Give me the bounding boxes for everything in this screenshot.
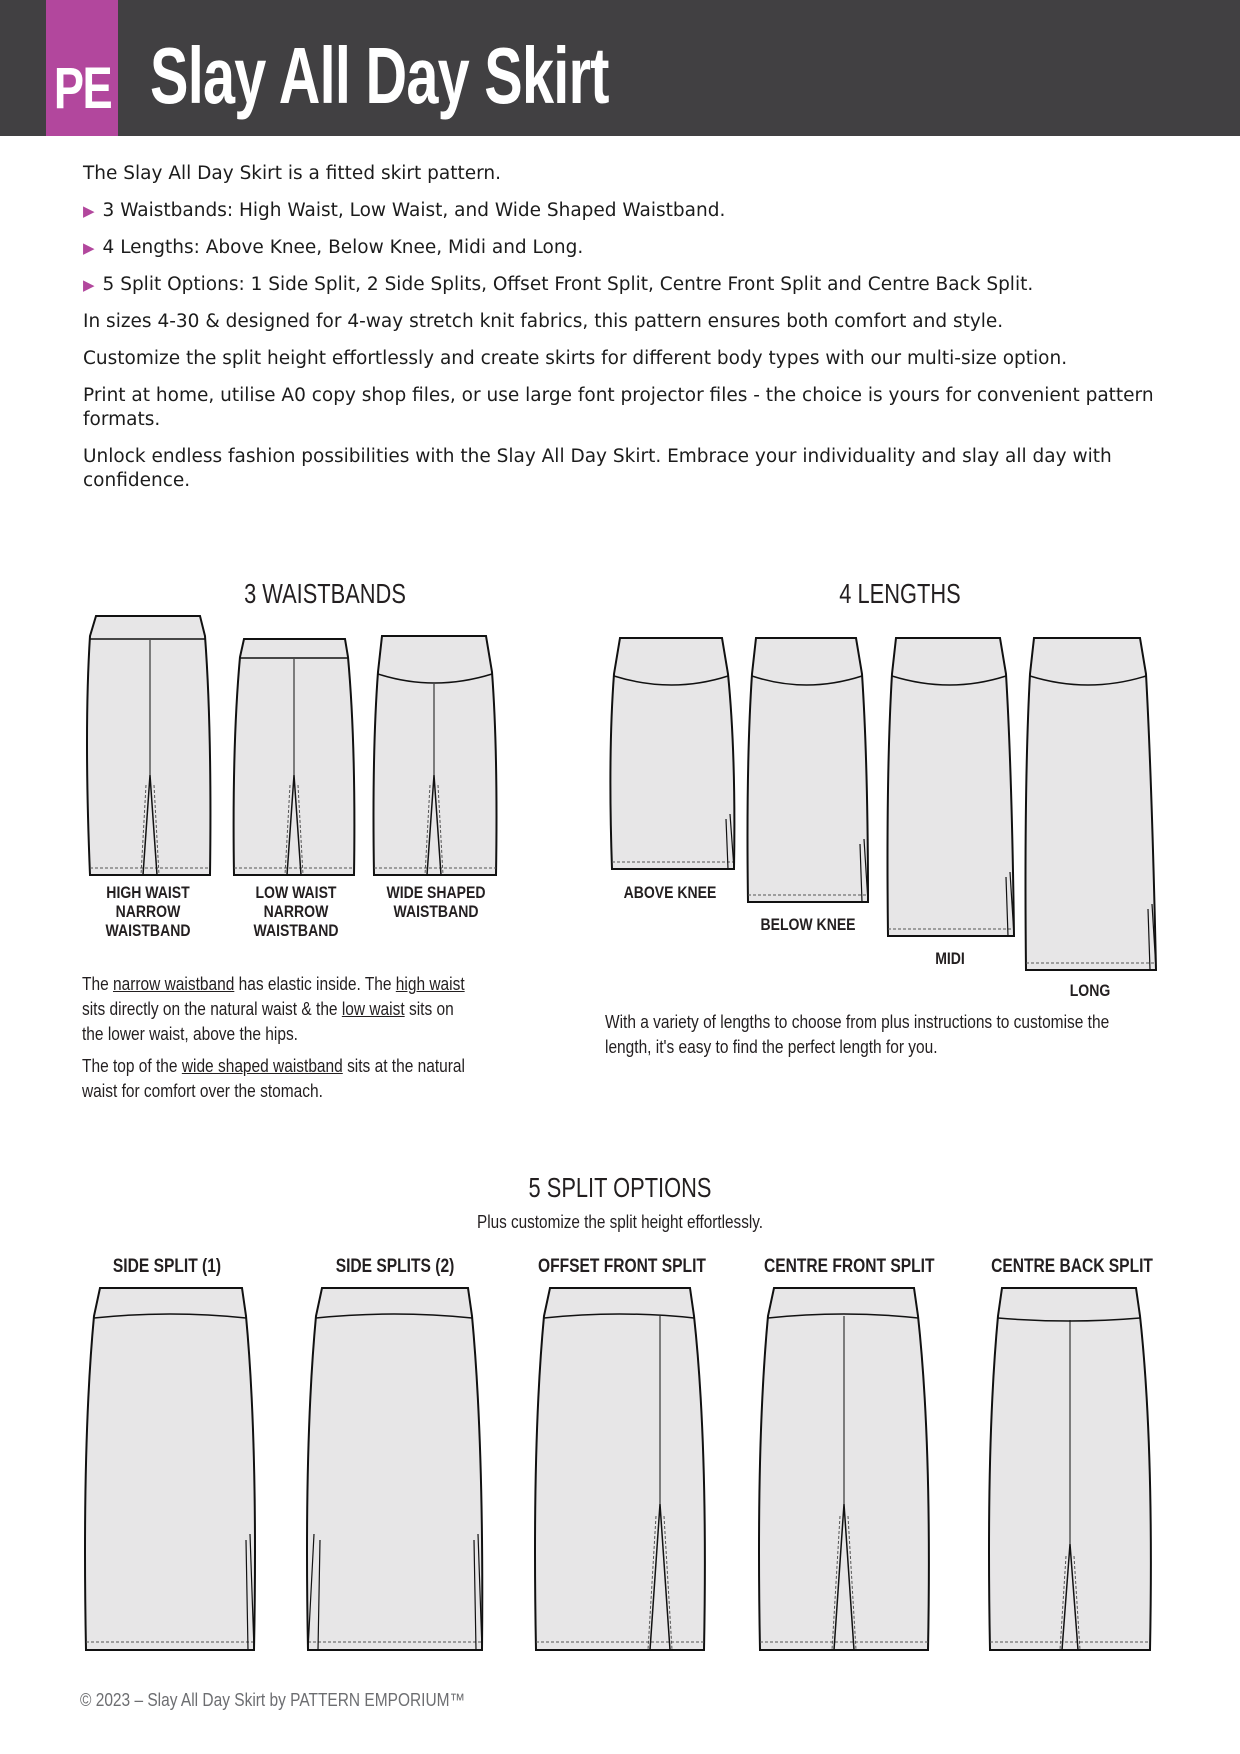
feature-item: ▶ 5 Split Options: 1 Side Split, 2 Side Splits, Offset Front Split, Centre Front Split and Centre Back Split. [83,274,1034,295]
lengths-note: With a variety of lengths to choose from plus instructions to customise the length, it's easy to find the perfect length for you. [605,1012,1110,1057]
intro-paragraph: Print at home, utilise A0 copy shop files, or use large font projector files - the choice is yours for convenient pattern formats. [83,385,1154,430]
feature-item: ▶ 4 Lengths: Above Knee, Below Knee, Midi and Long. [83,237,584,258]
label-high-waist: HIGH WAIST NARROW WAISTBAND [105,884,191,940]
wide-shaped-waistband-term: wide shaped waistband [181,1056,343,1076]
label-centre-back-split: CENTRE BACK SPLIT [991,1256,1153,1277]
waistbands-note-p2: The top of the wide shaped waistband sits at the natural waist for comfort over the stomach. [82,1056,465,1101]
low-waist-term: low waist [341,999,405,1019]
splits-title: 5 SPLIT OPTIONS [528,1172,712,1203]
page-title: Slay All Day Skirt [150,31,609,120]
intro-text [83,162,1173,506]
intro-paragraph: Customize the split height effortlessly and create skirts for different body types with our multi-size option. [83,348,1068,369]
narrow-waistband-term: narrow waistband [112,974,235,994]
waistbands-note [82,972,469,1111]
intro-paragraph: Unlock endless fashion possibilities with the Slay All Day Skirt. Embrace your individuality and slay all day with confidence. [83,446,1112,491]
label-side-split-1: SIDE SPLIT (1) [112,1256,222,1277]
label-low-waist: LOW WAIST NARROW WAISTBAND [253,884,339,940]
label-midi: MIDI [935,950,965,968]
splits-subtitle: Plus customize the split height effortlessly. [476,1212,764,1232]
skirt-side-split-1-illustration [82,1284,262,1654]
waistbands-title: 3 WAISTBANDS [244,578,406,609]
high-waist-term: high waist [395,974,465,994]
waistbands-note-p1: The narrow waistband has elastic inside. The high waist sits directly on the natural waist & the low waist sits on the lower waist, above the hips. [82,974,465,1044]
intro-lead: The Slay All Day Skirt is a fitted skirt pattern. [83,163,502,184]
skirt-high-waist-illustration [80,610,220,880]
label-wide-shaped: WIDE SHAPED WAISTBAND [386,884,486,921]
label-below-knee: BELOW KNEE [760,916,856,934]
intro-paragraph: In sizes 4-30 & designed for 4-way stretch knit fabrics, this pattern ensures both comfort and style. [83,311,1004,332]
skirt-side-splits-2-illustration [302,1284,492,1654]
skirt-midi-illustration [884,634,1020,940]
label-centre-front-split: CENTRE FRONT SPLIT [764,1256,935,1277]
skirt-wide-waistband-illustration [370,632,500,880]
skirt-offset-front-split-illustration [532,1284,712,1654]
label-long: LONG [1069,982,1111,1000]
skirt-centre-front-split-illustration [756,1284,936,1654]
bullet-triangle-icon: ▶ [83,239,95,257]
skirt-low-waist-illustration [230,635,360,880]
feature-list [83,199,1173,297]
feature-item: ▶ 3 Waistbands: High Waist, Low Waist, and Wide Shaped Waistband. [83,200,726,221]
header-bar [0,0,1240,136]
skirt-long-illustration [1022,634,1162,974]
label-offset-front-split: OFFSET FRONT SPLIT [538,1256,706,1277]
label-above-knee: ABOVE KNEE [623,884,717,902]
brand-logo: PE [46,0,118,136]
lengths-title: 4 LENGTHS [839,578,961,609]
label-side-splits-2: SIDE SPLITS (2) [335,1256,455,1277]
skirt-below-knee-illustration [744,634,874,906]
skirt-centre-back-split-illustration [986,1284,1158,1654]
bullet-triangle-icon: ▶ [83,202,95,220]
bullet-triangle-icon: ▶ [83,276,95,294]
copyright-footer: © 2023 – Slay All Day Skirt by PATTERN EMPORIUM™ [80,1690,466,1710]
skirt-above-knee-illustration [606,634,742,874]
